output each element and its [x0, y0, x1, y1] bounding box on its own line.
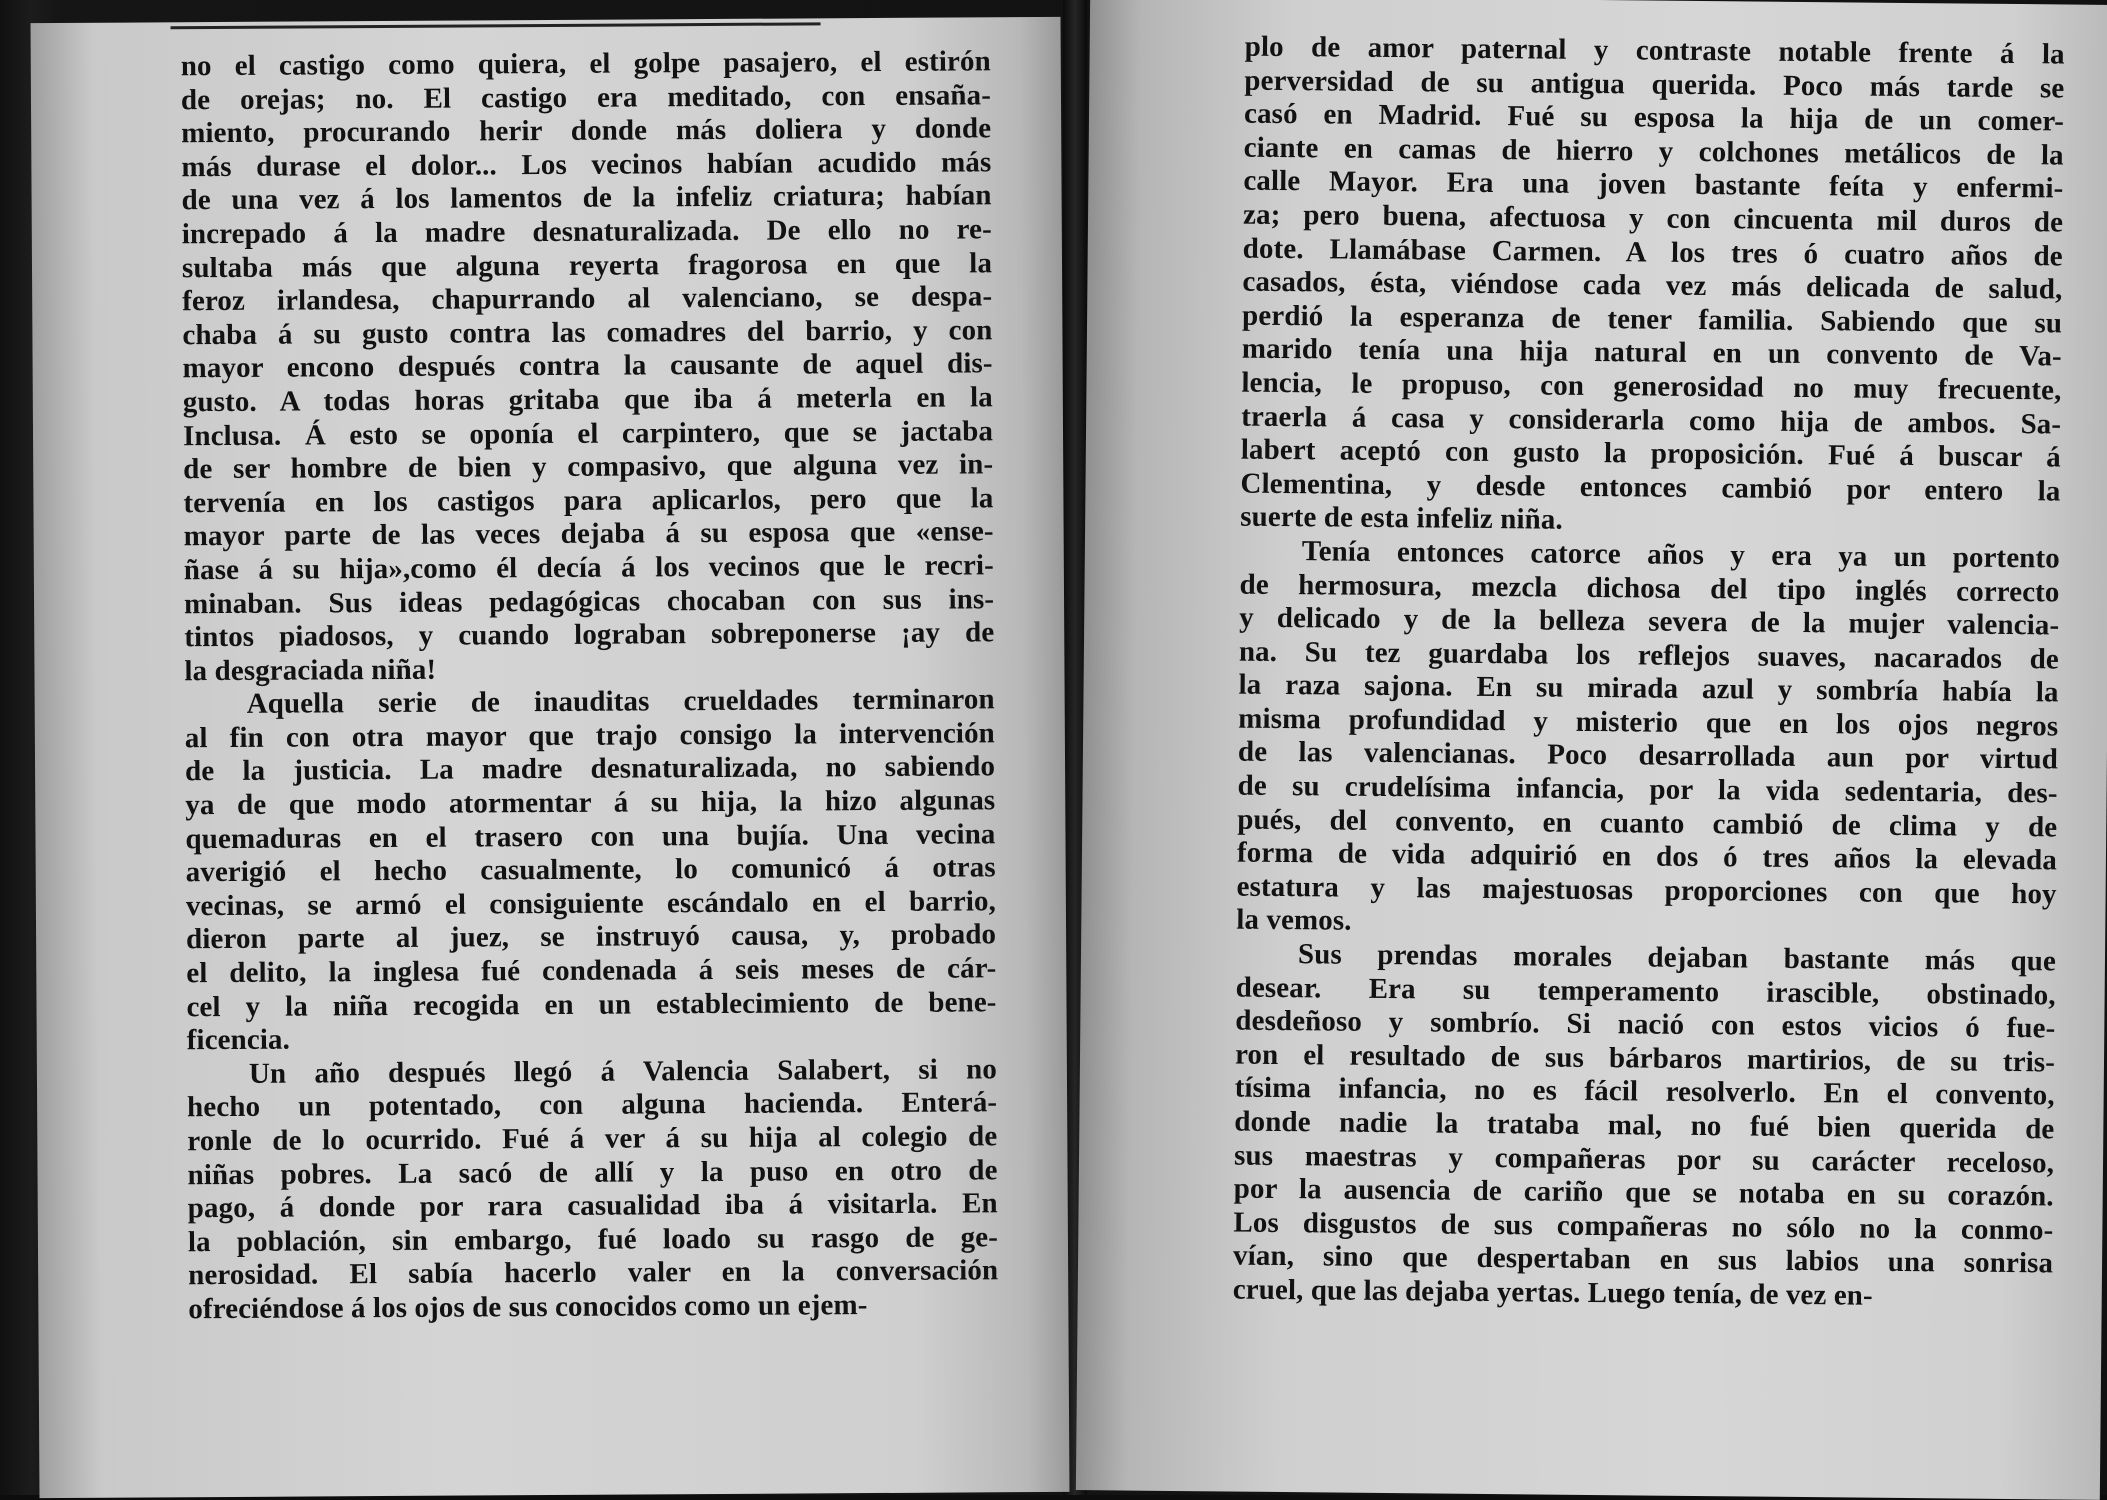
- text-line: la raza sajona. En su mirada azul y sombría había la: [1238, 668, 2059, 709]
- text-line: quemaduras en el trasero con una bujía. Una vecina: [185, 817, 996, 855]
- text-line: casó en Madrid. Fué su esposa la hija de un comer-: [1243, 97, 2065, 138]
- text-line: sus maestras y compañeras por su carácter receloso,: [1233, 1139, 2055, 1180]
- text-line: hecho un potentado, con alguna hacienda. Enterá-: [187, 1086, 998, 1124]
- text-line: labert aceptó con gusto la proposición. Fué á buscar á: [1240, 433, 2061, 474]
- text-line: gusto. A todas horas gritaba que iba á meterla en la: [182, 381, 993, 419]
- text-line: de una vez á los lamentos de la infeliz criatura; habían: [181, 179, 992, 217]
- text-line: de las valencianas. Poco desarrollada aun por virtud: [1237, 736, 2059, 776]
- text-line: de la justicia. La madre desnaturalizada, no sabiendo: [184, 750, 996, 788]
- text-line: de hermosura, mezcla dichosa del tipo inglés correcto: [1239, 568, 2060, 608]
- text-line: al fin con otra mayor que trajo consigo la intervención: [184, 717, 995, 755]
- text-line: Un año después llegó á Valencia Salabert, si no: [248, 1053, 998, 1090]
- left-page: [31, 17, 1070, 1498]
- text-line: cel y la niña recogida en un establecimiento de bene-: [186, 985, 997, 1023]
- text-line: suerte de esta infeliz niña.: [1240, 500, 1563, 536]
- text-line: desdeñoso y sombrío. Si nació con estos vicios ó fue-: [1235, 1004, 2056, 1045]
- right-page-text: [1233, 31, 2065, 1315]
- text-line: tintos piadosos, y cuando lograban sobreponerse ¡ay de: [184, 616, 995, 654]
- text-line: ronle de lo ocurrido. Fué á ver á su hija al colegio de: [187, 1120, 998, 1158]
- text-line: dote. Llamábase Carmen. A los tres ó cuatro años de: [1242, 232, 2063, 273]
- text-line: estatura y las majestuosas proporciones con que hoy: [1236, 870, 2057, 911]
- text-line: ciante en camas de hierro y colchones metálicos de la: [1243, 131, 2064, 172]
- text-line: Tenía entonces catorce años y era ya un portento: [1301, 535, 2060, 575]
- text-line: minaban. Sus ideas pedagógicas chocaban con sus ins-: [183, 582, 995, 620]
- text-line: cruel, que las dejaba yertas. Luego tenía, de vez en-: [1232, 1273, 1873, 1312]
- text-line: na. Su tez guardaba los reflejos suaves, nacarados de: [1238, 635, 2060, 676]
- text-line: la población, sin embargo, fué loado su rasgo de ge-: [187, 1221, 999, 1259]
- text-line: más durase el dolor... Los vecinos habían acudido más: [181, 146, 992, 184]
- text-line: perdió la esperanza de tener familia. Sabiendo que su: [1241, 299, 2063, 340]
- text-line: miento, procurando herir donde más doliera y donde: [181, 112, 992, 150]
- text-line: desear. Era su temperamento irascible, obstinado,: [1235, 971, 2056, 1012]
- text-line: no el castigo como quiera, el golpe pasajero, el estirón: [180, 45, 991, 83]
- text-line: casados, ésta, viéndose cada vez más delicada de salud,: [1242, 265, 2063, 306]
- text-line: dieron parte al juez, se instruyó causa, y, probado: [186, 918, 997, 956]
- text-line: feroz irlandesa, chapurrando al valenciano, se despa-: [182, 280, 993, 318]
- text-line: pago, á donde por rara casualidad iba á visitarla. En: [187, 1187, 998, 1225]
- text-line: la vemos.: [1236, 904, 1352, 938]
- text-line: vían, sino que despertaban en sus labios una sonrisa: [1232, 1239, 2054, 1280]
- text-line: de su crudelísima infancia, por la vida sedentaria, des-: [1237, 769, 2058, 810]
- text-line: misma profundidad y misterio que en los ojos negros: [1238, 702, 2059, 743]
- text-line: de orejas; no. El castigo era meditado, con ensaña-: [180, 78, 992, 116]
- text-line: niñas pobres. La sacó de allí y la puso en otro de: [187, 1153, 998, 1191]
- text-line: Sus prendas morales dejaban bastante más que: [1297, 938, 2057, 978]
- text-line: averigió el hecho casualmente, lo comunicó á otras: [185, 851, 996, 889]
- text-line: chaba á su gusto contra las comadres del barrio, y con: [182, 314, 993, 351]
- header-rule: [171, 22, 821, 29]
- text-line: forma de vida adquirió en dos ó tres años la elevada: [1236, 836, 2058, 877]
- text-line: y delicado y de la belleza severa de la mujer valencia-: [1239, 601, 2060, 642]
- text-line: traerla á casa y considerarla como hija de ambos. Sa-: [1241, 400, 2062, 440]
- text-line: za; pero buena, afectuosa y con cincuenta mil duros de: [1242, 198, 2064, 239]
- text-line: ya de que modo atormentar á su hija, la hizo algunas: [185, 784, 996, 822]
- text-line: Aquella serie de inauditas crueldades terminaron: [246, 683, 995, 721]
- text-line: increpado á la madre desnaturalizada. De ello no re-: [181, 213, 992, 251]
- text-line: perversidad de su antigua querida. Poco más tarde se: [1244, 64, 2065, 105]
- text-line: lencia, le propuso, con generosidad no muy frecuente,: [1241, 366, 2062, 407]
- text-line: ron el resultado de sus bárbaros martirios, de su tris-: [1234, 1038, 2056, 1079]
- text-line: por la ausencia de cariño que se notaba en su corazón.: [1233, 1172, 2054, 1213]
- left-page-text: [181, 45, 999, 1326]
- text-line: calle Mayor. Era una joven bastante feíta y enfermi-: [1243, 164, 2064, 205]
- text-line: nerosidad. El sabía hacerlo valer en la conversación: [188, 1254, 999, 1292]
- text-line: el delito, la inglesa fué condenada á seis meses de cár-: [186, 952, 997, 990]
- text-line: Los disgustos de sus compañeras no sólo no la conmo-: [1233, 1206, 2054, 1247]
- right-page: [1076, 0, 2107, 1500]
- text-line: pués, del convento, en cuanto cambió de clima y de: [1237, 803, 2058, 844]
- text-line: tervenía en los castigos para aplicarlos, pero que la: [183, 482, 994, 519]
- text-line: Clementina, y desde entonces cambió por entero la: [1240, 467, 2061, 508]
- text-line: mayor encono después contra la causante de aquel dis-: [182, 347, 993, 385]
- text-line: plo de amor paternal y contraste notable frente á la: [1244, 30, 2065, 71]
- text-line: vecinas, se armó el consiguiente escándalo en el barrio,: [185, 885, 996, 923]
- text-line: donde nadie la trataba mal, no fué bien querida de: [1234, 1105, 2055, 1146]
- text-line: Inclusa. Á esto se oponía el carpintero, que se jactaba: [182, 414, 994, 452]
- text-line: mayor parte de las veces dejaba á su esposa que «ense-: [183, 515, 994, 553]
- text-line: la desgraciada niña!: [184, 653, 437, 687]
- text-line: tísima infancia, no es fácil resolverlo. En el convento,: [1234, 1071, 2055, 1112]
- text-line: sultaba más que alguna reyerta fragorosa en que la: [181, 246, 993, 284]
- text-line: marido tenía una hija natural en un convento de Va-: [1241, 332, 2062, 373]
- text-line: de ser hombre de bien y compasivo, que alguna vez in-: [183, 448, 994, 486]
- text-line: ofreciéndose á los ojos de sus conocidos como un ejem-: [188, 1289, 868, 1326]
- text-line: ficencia.: [186, 1023, 290, 1057]
- text-line: ñase á su hija»,como él decía á los vecinos que le recri-: [183, 549, 994, 587]
